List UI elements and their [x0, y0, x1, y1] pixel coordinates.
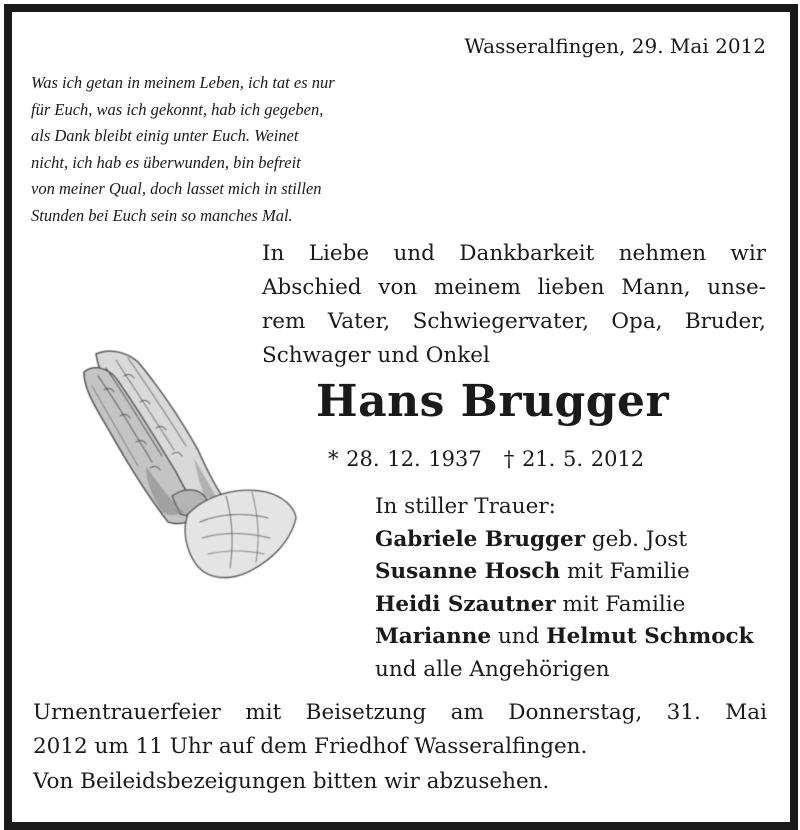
poem — [31, 70, 335, 229]
mourner-line — [375, 589, 754, 622]
birth-date: * 28. 12. 1937 — [328, 447, 482, 471]
intro-text — [262, 237, 766, 373]
deceased-name: Hans Brugger — [316, 376, 670, 427]
mourner-line — [375, 556, 754, 589]
funeral-notice — [33, 696, 767, 763]
mourner-name: Marianne — [375, 624, 492, 649]
condolence-request: Von Beileidsbezeigungen bitten wir abzusehen. — [33, 769, 550, 794]
mourner-line — [375, 621, 754, 654]
mourner-note: geb. Jost — [585, 526, 688, 552]
death-date: † 21. 5. 2012 — [503, 447, 645, 471]
intro-line: rem Vater, Schwiegervater, Opa, Bruder, — [262, 309, 766, 334]
mourner-note: und — [491, 624, 547, 649]
intro-line: In Liebe und Dankbarkeit nehmen wir — [262, 241, 766, 266]
praying-hands-icon — [76, 346, 298, 584]
life-dates — [328, 447, 644, 471]
poem-line: Was ich getan in meinem Leben, ich tat es nur — [31, 73, 335, 92]
mourner-line — [375, 524, 754, 557]
mourners-list — [375, 491, 754, 686]
intro-line: Schwager und Onkel — [262, 343, 490, 368]
mourner-note: mit Familie — [555, 591, 686, 617]
mourners-closing: und alle Angehörigen — [375, 656, 610, 682]
funeral-notice-line: Urnentrauerfeier mit Beisetzung am Donnerstag, 31. Mai — [33, 700, 767, 725]
poem-line: als Dank bleibt einig unter Euch. Weinet — [31, 126, 299, 145]
poem-line: von meiner Qual, doch lasset mich in stillen — [31, 179, 322, 198]
poem-line: für Euch, was ich gekonnt, hab ich gegeben, — [31, 99, 324, 119]
mourner-name: Susanne Hosch — [375, 559, 561, 584]
intro-line: Abschied von meinem lieben Mann, unse- — [262, 275, 766, 300]
funeral-notice-line: 2012 um 11 Uhr auf dem Friedhof Wasseralfingen. — [33, 733, 588, 759]
mourners-heading: In stiller Trauer: — [375, 494, 556, 519]
mourner-name: Helmut Schmock — [546, 624, 754, 649]
mourner-note: mit Familie — [560, 559, 690, 584]
poem-line: nicht, ich hab es überwunden, bin befreit — [31, 152, 301, 172]
mourner-name: Gabriele Brugger — [375, 526, 586, 552]
mourner-name: Heidi Szautner — [375, 591, 556, 617]
poem-line: Stunden bei Euch sein so manches Mal. — [31, 205, 293, 225]
place-date: Wasseralfingen, 29. Mai 2012 — [464, 34, 766, 58]
